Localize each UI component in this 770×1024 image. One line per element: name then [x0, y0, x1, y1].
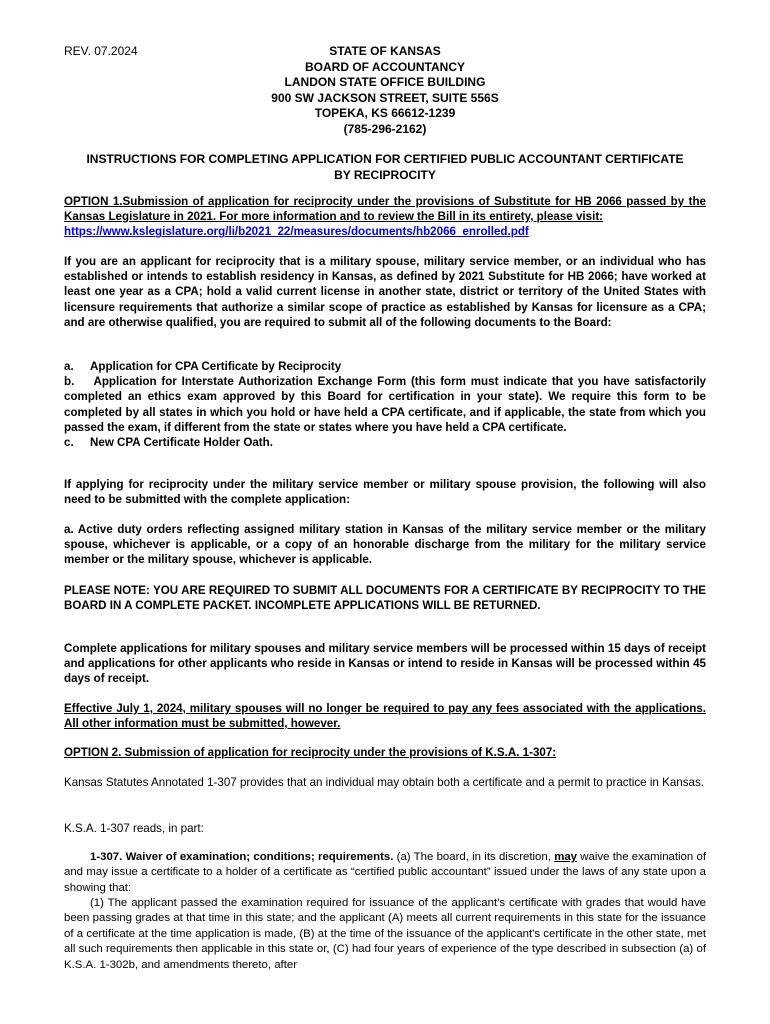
list-item: a. Application for CPA Certificate by Reciprocity	[64, 360, 342, 373]
hb2066-link[interactable]: https://www.kslegislature.org/li/b2021_22/measures/documents/hb2066_enrolled.pdf	[64, 225, 529, 239]
letterhead-phone: (785-296-2162)	[343, 121, 427, 136]
option1-heading-block	[64, 194, 706, 240]
letterhead-building: LANDON STATE OFFICE BUILDING	[284, 75, 486, 89]
military-requirements: If applying for reciprocity under the military service member or military spouse provision, the following will also need to be submitted with the complete application:	[64, 478, 706, 507]
option1-heading: OPTION 1.Submission of application for reciprocity under the provisions of Substitute for HB 2066 passed by the Kansas Legislature in 2021. For more information and to review the Bill in its entirety, please visit:	[64, 195, 706, 224]
letterhead-state: STATE OF KANSAS	[329, 44, 441, 58]
revision-label: REV. 07.2024	[64, 44, 138, 58]
may-emphasis: may	[554, 851, 577, 863]
required-documents-list	[64, 359, 706, 450]
item-b-text: Application for Interstate Authorization Exchange Form (this form must indicate that you have satisfactorily completed an ethics exam approved by this Board for certification in your state). We require this form to be completed by all states in which you hold or have held a CPA certificate, and if applicable, the state from which you passed the exam, if different from the state or states where you have held a CPA certificate.	[64, 375, 706, 434]
item-a-text: Application for CPA Certificate by Reciprocity	[90, 360, 342, 373]
title-line-2: BY RECIPROCITY	[334, 167, 436, 182]
title-line-1: INSTRUCTIONS FOR COMPLETING APPLICATION FOR CERTIFIED PUBLIC ACCOUNTANT CERTIFICATE	[86, 152, 684, 166]
item-c-text: New CPA Certificate Holder Oath.	[90, 436, 273, 450]
statutes-intro: Kansas Statutes Annotated 1-307 provides that an individual may obtain both a certificate and a permit to practice in Kansas.	[64, 776, 704, 789]
list-item: c. New CPA Certificate Holder Oath.	[64, 436, 273, 450]
please-note: PLEASE NOTE: YOU ARE REQUIRED TO SUBMIT ALL DOCUMENTS FOR A CERTIFICATE BY RECIPROCITY TO THE BOARD IN A COMPLETE PACKET. INCOMPLETE APPLICATIONS WILL BE RETURNED.	[64, 584, 706, 613]
statute-reads: K.S.A. 1-307 reads, in part:	[64, 822, 204, 835]
letterhead-city: TOPEKA, KS 66612-1239	[314, 106, 456, 120]
processing-times: Complete applications for military spouses and military service members will be processed within 15 days of receipt and applications for other applicants who reside in Kansas or intend to reside in Kansas will be processed within 45 days of receipt.	[64, 642, 706, 686]
effective-date-notice: Effective July 1, 2024, military spouses will no longer be required to pay any fees associated with the applications. All other information must be submitted, however.	[64, 702, 706, 731]
option1-intro: If you are an applicant for reciprocity that is a military spouse, military service member, or an individual who has established or intends to establish residency in Kansas, as defined by 2021 Substitute for HB 2066; have worked at least one year as a CPA; hold a valid current license in another state, district or territory of the United States with licensure requirements that authorize a similar scope of practice as established by Kansas for licensure as a CPA; and are otherwise qualified, you are required to submit all of the following documents to the Board:	[64, 255, 706, 329]
letterhead-board: BOARD OF ACCOUNTANCY	[305, 59, 465, 74]
statute-paragraph-1: (1) The applicant passed the examination required for issuance of the applicant’s certificate with grades that would have been passing grades at that time in this state; and the applicant (A) meets all current requirements in this state for the issuance of a certificate at the time application is made, (B) at the time of the issuance of the applicant's certificate in the other state, met all such requirements then applicable in this state or, (C) had four years of experience of the type described in subsection (a) of K.S.A. 1-302b, and amendments thereto, after	[64, 897, 706, 971]
military-item-a: a. Active duty orders reflecting assigned military station in Kansas of the military service member or the military spouse, whichever is applicable, or a copy of an honorable discharge from the military for the military service member or the military spouse, whichever is applicable.	[64, 523, 706, 567]
page-title	[64, 152, 706, 183]
section-title: 1-307. Waiver of examination; conditions; requirements.	[90, 851, 394, 863]
list-item: b. Application for Interstate Authorization Exchange Form (this form must indicate that you have satisfactorily completed an ethics exam approved by this Board for certification in your state). We require this form to be completed by all states in which you hold or have held a CPA certificate, and if applicable, the state from which you passed the exam, if different from the state or states where you have held a CPA certificate.	[64, 375, 706, 434]
letterhead-street: 900 SW JACKSON STREET, SUITE 556S	[271, 90, 499, 105]
option2-heading: OPTION 2. Submission of application for reciprocity under the provisions of K.S.A. 1-307:	[64, 746, 557, 759]
statute-section: 1-307. Waiver of examination; conditions; requirements. (a) The board, in its discretion, may waive the examination of and may issue a certificate to a holder of a certificate as “certified public accountant” issued under the laws of any state upon a showing that:	[64, 851, 707, 894]
letterhead	[0, 44, 770, 137]
